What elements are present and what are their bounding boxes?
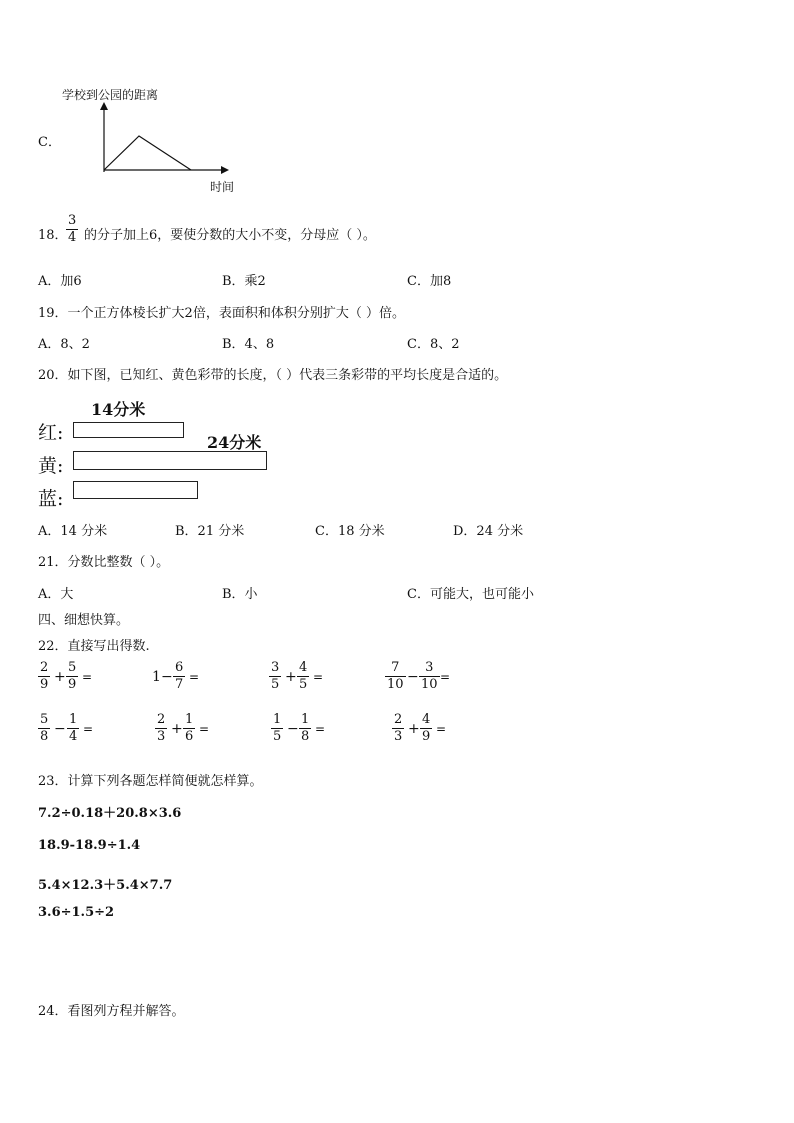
blue-ribbon-bar bbox=[73, 481, 198, 499]
q24-question-text: 24．看图列方程并解答。 bbox=[38, 1004, 185, 1019]
q22-r1-e1-frac-b: 5 9 bbox=[68, 660, 77, 692]
q21-question-text: 21．分数比整数（ ）。 bbox=[38, 555, 170, 570]
q22-r1-e4-op: − bbox=[407, 669, 419, 685]
q22-r1-e1-frac-a: 2 9 bbox=[40, 660, 49, 692]
q18-option-c: C．加8 bbox=[407, 274, 452, 289]
q23-expression-3: 5.4×12.3＋5.4×7.7 bbox=[38, 878, 173, 893]
q22-r1-e2-op: − bbox=[161, 669, 173, 685]
q22-r2-e3-eq: = bbox=[315, 722, 326, 736]
yellow-ribbon-bar bbox=[73, 451, 267, 470]
q22-r2-e4-frac-b: 4 9 bbox=[422, 712, 431, 744]
q18-number: 18． bbox=[38, 228, 68, 243]
q22-r1-e4-frac-b: 3 10 bbox=[421, 660, 438, 692]
q19-option-b: B．4、8 bbox=[222, 337, 275, 352]
q22-r2-e2-frac-b: 1 6 bbox=[185, 712, 194, 744]
q22-r2-e1-op: − bbox=[54, 721, 66, 737]
q23-expression-4: 3.6÷1.5÷2 bbox=[38, 905, 115, 920]
q23-expression-1: 7.2÷0.18＋20.8×3.6 bbox=[38, 806, 182, 821]
q17-distance-time-graph bbox=[95, 100, 235, 180]
q22-r1-e1-op: + bbox=[54, 669, 66, 685]
graph-y-arrow bbox=[100, 102, 108, 110]
red-ribbon-label: 红: bbox=[38, 422, 64, 444]
q18-question-text: 的分子加上6，要使分数的大小不变，分母应（ ）。 bbox=[84, 228, 376, 243]
graph-distance-line bbox=[104, 136, 191, 170]
q22-r1-e4-eq: = bbox=[440, 670, 451, 684]
q22-r1-e2-whole: 1 bbox=[152, 669, 161, 685]
q22-r2-e3-frac-a: 1 5 bbox=[273, 712, 282, 744]
section-4-title: 四、细想快算。 bbox=[38, 613, 130, 628]
q18-option-a: A．加6 bbox=[38, 274, 82, 289]
q22-r2-e3-frac-b: 1 8 bbox=[301, 712, 310, 744]
q17-graph-ylabel: 学校到公园的距离 bbox=[62, 88, 159, 102]
q18-option-b: B．乘2 bbox=[222, 274, 266, 289]
q22-question-text: 22．直接写出得数. bbox=[38, 639, 150, 654]
q19-option-c: C．8、2 bbox=[407, 337, 460, 352]
q22-r1-e4-frac-a: 7 10 bbox=[387, 660, 404, 692]
q21-option-b: B．小 bbox=[222, 587, 258, 602]
q18-fraction: 3 4 bbox=[68, 213, 77, 245]
q20-option-d: D．24 分米 bbox=[453, 524, 524, 539]
q23-question-text: 23．计算下列各题怎样简便就怎样算。 bbox=[38, 774, 263, 789]
red-ribbon-bar bbox=[73, 422, 184, 438]
red-ribbon-length: 14分米 bbox=[91, 400, 146, 419]
blue-ribbon-label: 蓝: bbox=[38, 488, 64, 510]
q21-option-c: C．可能大，也可能小 bbox=[407, 587, 534, 602]
q20-option-a: A．14 分米 bbox=[38, 524, 108, 539]
q22-r1-e3-frac-b: 4 5 bbox=[299, 660, 308, 692]
q22-r2-e2-eq: = bbox=[199, 722, 210, 736]
q22-r2-e1-frac-a: 5 8 bbox=[40, 712, 49, 744]
q22-r2-e4-eq: = bbox=[436, 722, 447, 736]
q20-option-b: B．21 分米 bbox=[175, 524, 245, 539]
q20-question-text: 20．如下图，已知红、黄色彩带的长度，（ ）代表三条彩带的平均长度是合适的。 bbox=[38, 368, 508, 383]
graph-x-arrow bbox=[221, 166, 229, 174]
q19-option-a: A．8、2 bbox=[38, 337, 90, 352]
q22-r1-e3-frac-a: 3 5 bbox=[271, 660, 280, 692]
q22-r2-e4-op: + bbox=[408, 721, 420, 737]
q22-r2-e4-frac-a: 2 3 bbox=[394, 712, 403, 744]
q22-r1-e2-eq: = bbox=[189, 670, 200, 684]
q17-option-c-letter: C． bbox=[38, 135, 61, 150]
yellow-ribbon-label: 黄: bbox=[38, 455, 64, 477]
q22-r1-e3-eq: = bbox=[313, 670, 324, 684]
q22-r2-e1-frac-b: 1 4 bbox=[69, 712, 78, 744]
q22-r2-e2-op: + bbox=[171, 721, 183, 737]
q22-r2-e2-frac-a: 2 3 bbox=[157, 712, 166, 744]
q22-r1-e2-frac-b: 6 7 bbox=[175, 660, 184, 692]
q21-option-a: A．大 bbox=[38, 587, 74, 602]
q23-expression-2: 18.9-18.9÷1.4 bbox=[38, 838, 141, 853]
q22-r1-e1-eq: = bbox=[82, 670, 93, 684]
q22-r2-e1-eq: = bbox=[83, 722, 94, 736]
q22-r2-e3-op: − bbox=[287, 721, 299, 737]
q20-option-c: C．18 分米 bbox=[315, 524, 385, 539]
q22-r1-e3-op: + bbox=[285, 669, 297, 685]
yellow-ribbon-length: 24分米 bbox=[207, 433, 262, 452]
q19-question-text: 19．一个正方体棱长扩大2倍，表面积和体积分别扩大（ ）倍。 bbox=[38, 306, 405, 321]
q17-graph-xlabel: 时间 bbox=[210, 180, 235, 194]
